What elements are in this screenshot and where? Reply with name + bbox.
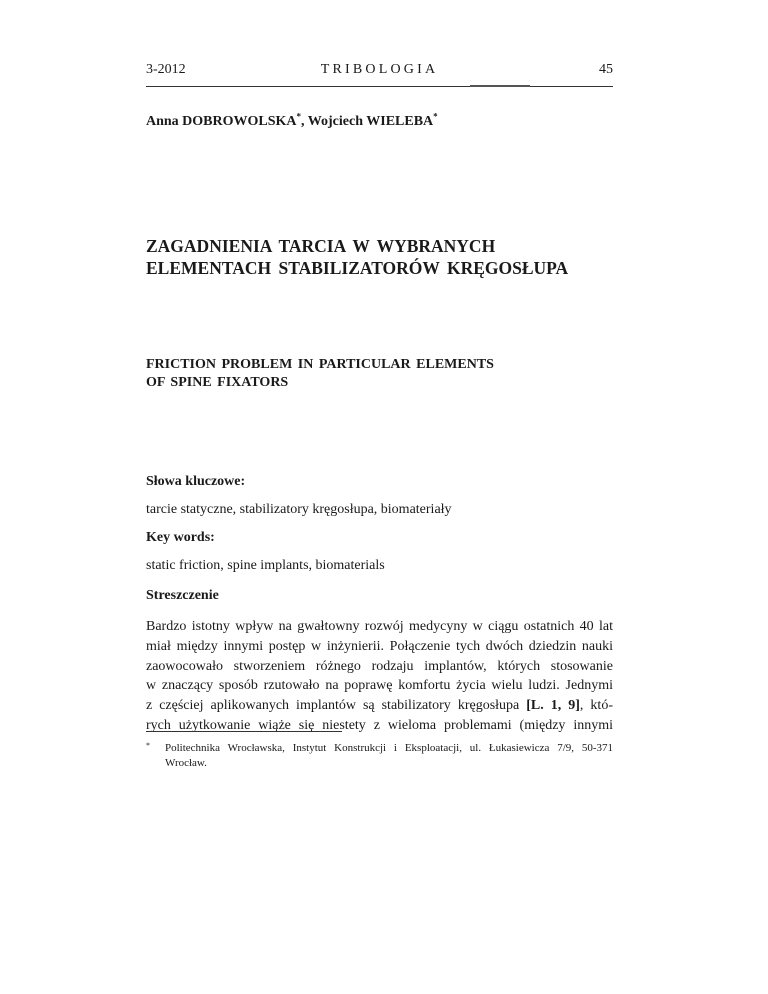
affiliation-mark: *	[296, 111, 302, 122]
footnote-rule	[146, 731, 342, 732]
author-name: Wojciech WIELEBA	[307, 114, 434, 129]
author-name: Anna DOBROWOLSKA	[146, 114, 297, 129]
journal-name: TRIBOLOGIA	[320, 62, 439, 77]
footnote-line: Wrocław.	[165, 757, 207, 769]
title-polish	[146, 235, 568, 279]
abstract-line: Bardzo istotny wpływ na gwałtowny rozwój medycyny w ciągu ostatnich 40 lat	[146, 619, 613, 634]
abstract-line: miał między innymi postęp w inżynierii. Połączenie tych dwóch dziedzin nauki	[146, 638, 613, 654]
abstract-text: z częściej aplikowanych implantów są stabilizatory kręgosłupa	[146, 698, 527, 714]
abstract-text: , któ-	[579, 698, 613, 714]
footnote-line: Politechnika Wrocławska, Instytut Konstrukcji i Eksploatacji, ul. Łukasiewicza 7/9, 50-371	[165, 742, 613, 754]
abstract-line: w znaczący sposób rzutowało na poprawę komfortu życia wielu ludzi. Jednymi	[146, 678, 613, 694]
title-line: ELEMENTACH STABILIZATORÓW KRĘGOSŁUPA	[146, 258, 569, 278]
keywords-en-label: Key words:	[146, 530, 215, 545]
title-line: OF SPINE FIXATORS	[146, 375, 289, 390]
title-line: FRICTION PROBLEM IN PARTICULAR ELEMENTS	[146, 357, 494, 372]
header-rule-accent	[470, 85, 530, 87]
abstract-line	[146, 696, 613, 716]
footnote-mark: *	[146, 741, 150, 750]
header-rule	[146, 86, 613, 87]
citation-reference: [L. 1, 9]	[526, 698, 580, 714]
abstract-body	[146, 617, 613, 736]
author-separator: ,	[301, 114, 308, 129]
page-number: 45	[599, 62, 613, 77]
title-english	[146, 356, 494, 392]
keywords-pl-text: tarcie statyczne, stabilizatory kręgosłupa, biomateriały	[146, 502, 452, 517]
author-line	[146, 111, 438, 130]
issue-number: 3-2012	[146, 62, 186, 77]
keywords-en-text: static friction, spine implants, biomaterials	[146, 558, 385, 573]
affiliation-mark: *	[433, 111, 438, 122]
running-header	[146, 62, 613, 82]
abstract-heading: Streszczenie	[146, 588, 219, 603]
abstract-line: zaowocowało stworzeniem różnego rodzaju implantów, których stosowanie	[146, 658, 613, 674]
title-line: ZAGADNIENIA TARCIA W WYBRANYCH	[146, 236, 496, 256]
abstract-line: rych użytkowanie wiąże się niestety z wieloma problemami (między innymi	[146, 717, 613, 733]
keywords-pl-label: Słowa kluczowe:	[146, 474, 246, 489]
